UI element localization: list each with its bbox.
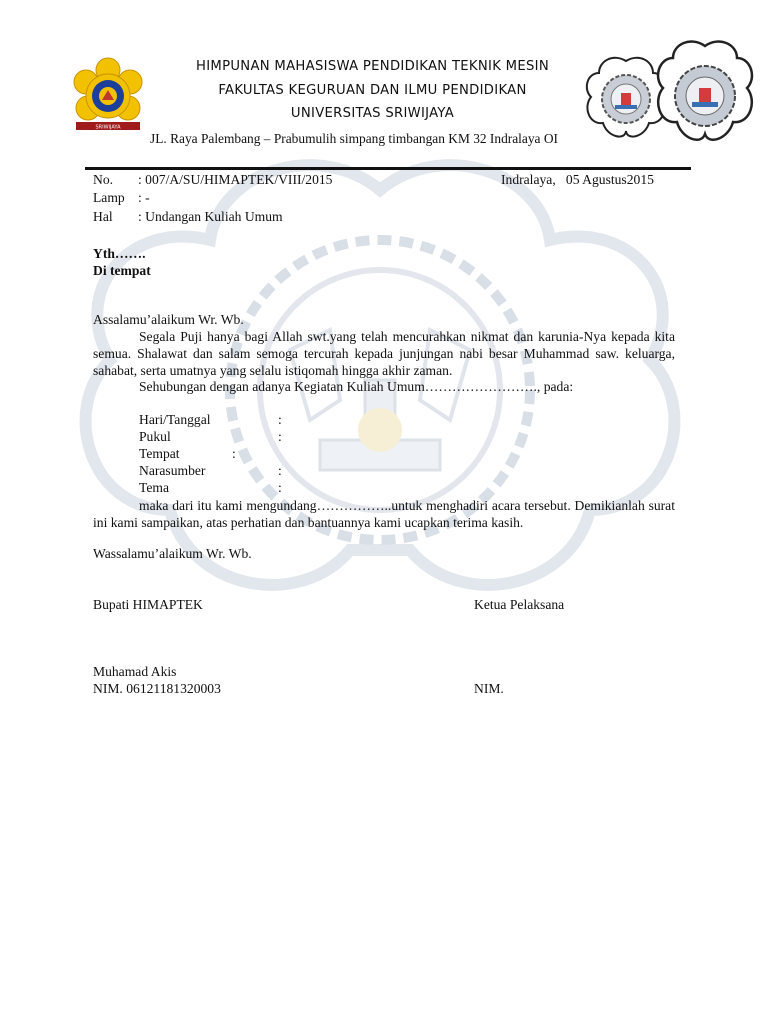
detail-label-time: Pukul — [139, 429, 171, 444]
signature-left-title: Bupati HIMAPTEK — [93, 597, 203, 612]
no-value: : 007/A/SU/HIMAPTEK/VIII/2015 — [138, 172, 333, 187]
university-logo — [68, 56, 148, 136]
paragraph-3: maka dari itu kami mengundang……………..untuk menghadiri acara tersebut. Demikianlah surat ini kami sampaikan, atas perhatian dan bantuannya kami ucapkan terima kasih. — [93, 498, 675, 530]
paragraph-1: Segala Puji hanya bagi Allah swt.yang telah mencurahkan nikmat dan karunia-Nya kepada kita semua. Shalawat dan salam semoga tercurah kepada junjungan nabi besar Muhammad saw. keluarga, sahabat, serta umatnya yang selalu istiqomah hingga akhir zaman. — [93, 329, 675, 378]
detail-label-theme: Tema — [139, 480, 169, 495]
org-address: JL. Raya Palembang – Prabumulih simpang timbangan KM 32 Indralaya OI — [150, 131, 558, 146]
signature-right-title: Ketua Pelaksana — [474, 597, 565, 612]
detail-colon-place: : — [232, 446, 236, 461]
detail-colon-date: : — [278, 412, 282, 427]
detail-label-place: Tempat — [139, 446, 180, 461]
org-name-line1: HIMPUNAN MAHASISWA PENDIDIKAN TEKNIK MESIN — [195, 59, 550, 74]
detail-colon-time: : — [278, 429, 282, 444]
recipient-yth: Yth……. — [93, 246, 146, 261]
recipient-place: Di tempat — [93, 263, 151, 278]
lamp-value: : - — [138, 190, 150, 205]
faculty-logo — [655, 38, 755, 150]
closing-greeting: Wassalamu’alaikum Wr. Wb. — [93, 546, 252, 561]
left-logo-caption: SRIWIJAYA — [95, 124, 121, 131]
detail-label-date: Hari/Tanggal — [139, 412, 211, 427]
org-name-line2: FAKULTAS KEGURUAN DAN ILMU PENDIDIKAN — [218, 83, 527, 98]
detail-label-speaker: Narasumber — [139, 463, 206, 478]
signature-left-name: Muhamad Akis — [93, 664, 177, 679]
signature-left-nim: NIM. 06121181320003 — [93, 681, 221, 696]
signature-right-nim: NIM. — [474, 681, 504, 696]
paragraph-2: Sehubungan dengan adanya Kegiatan Kuliah Umum……………………., pada: — [139, 379, 574, 394]
hal-value: : Undangan Kuliah Umum — [138, 209, 283, 224]
org-name-line3: UNIVERSITAS SRIWIJAYA — [290, 106, 455, 121]
detail-colon-speaker: : — [278, 463, 282, 478]
greeting: Assalamu’alaikum Wr. Wb. — [93, 312, 244, 327]
header-divider — [85, 167, 691, 170]
place-date: Indralaya, 05 Agustus2015 — [501, 172, 654, 187]
no-label: No. — [93, 172, 114, 187]
lamp-label: Lamp — [93, 190, 125, 205]
detail-colon-theme: : — [278, 480, 282, 495]
hal-label: Hal — [93, 209, 113, 224]
